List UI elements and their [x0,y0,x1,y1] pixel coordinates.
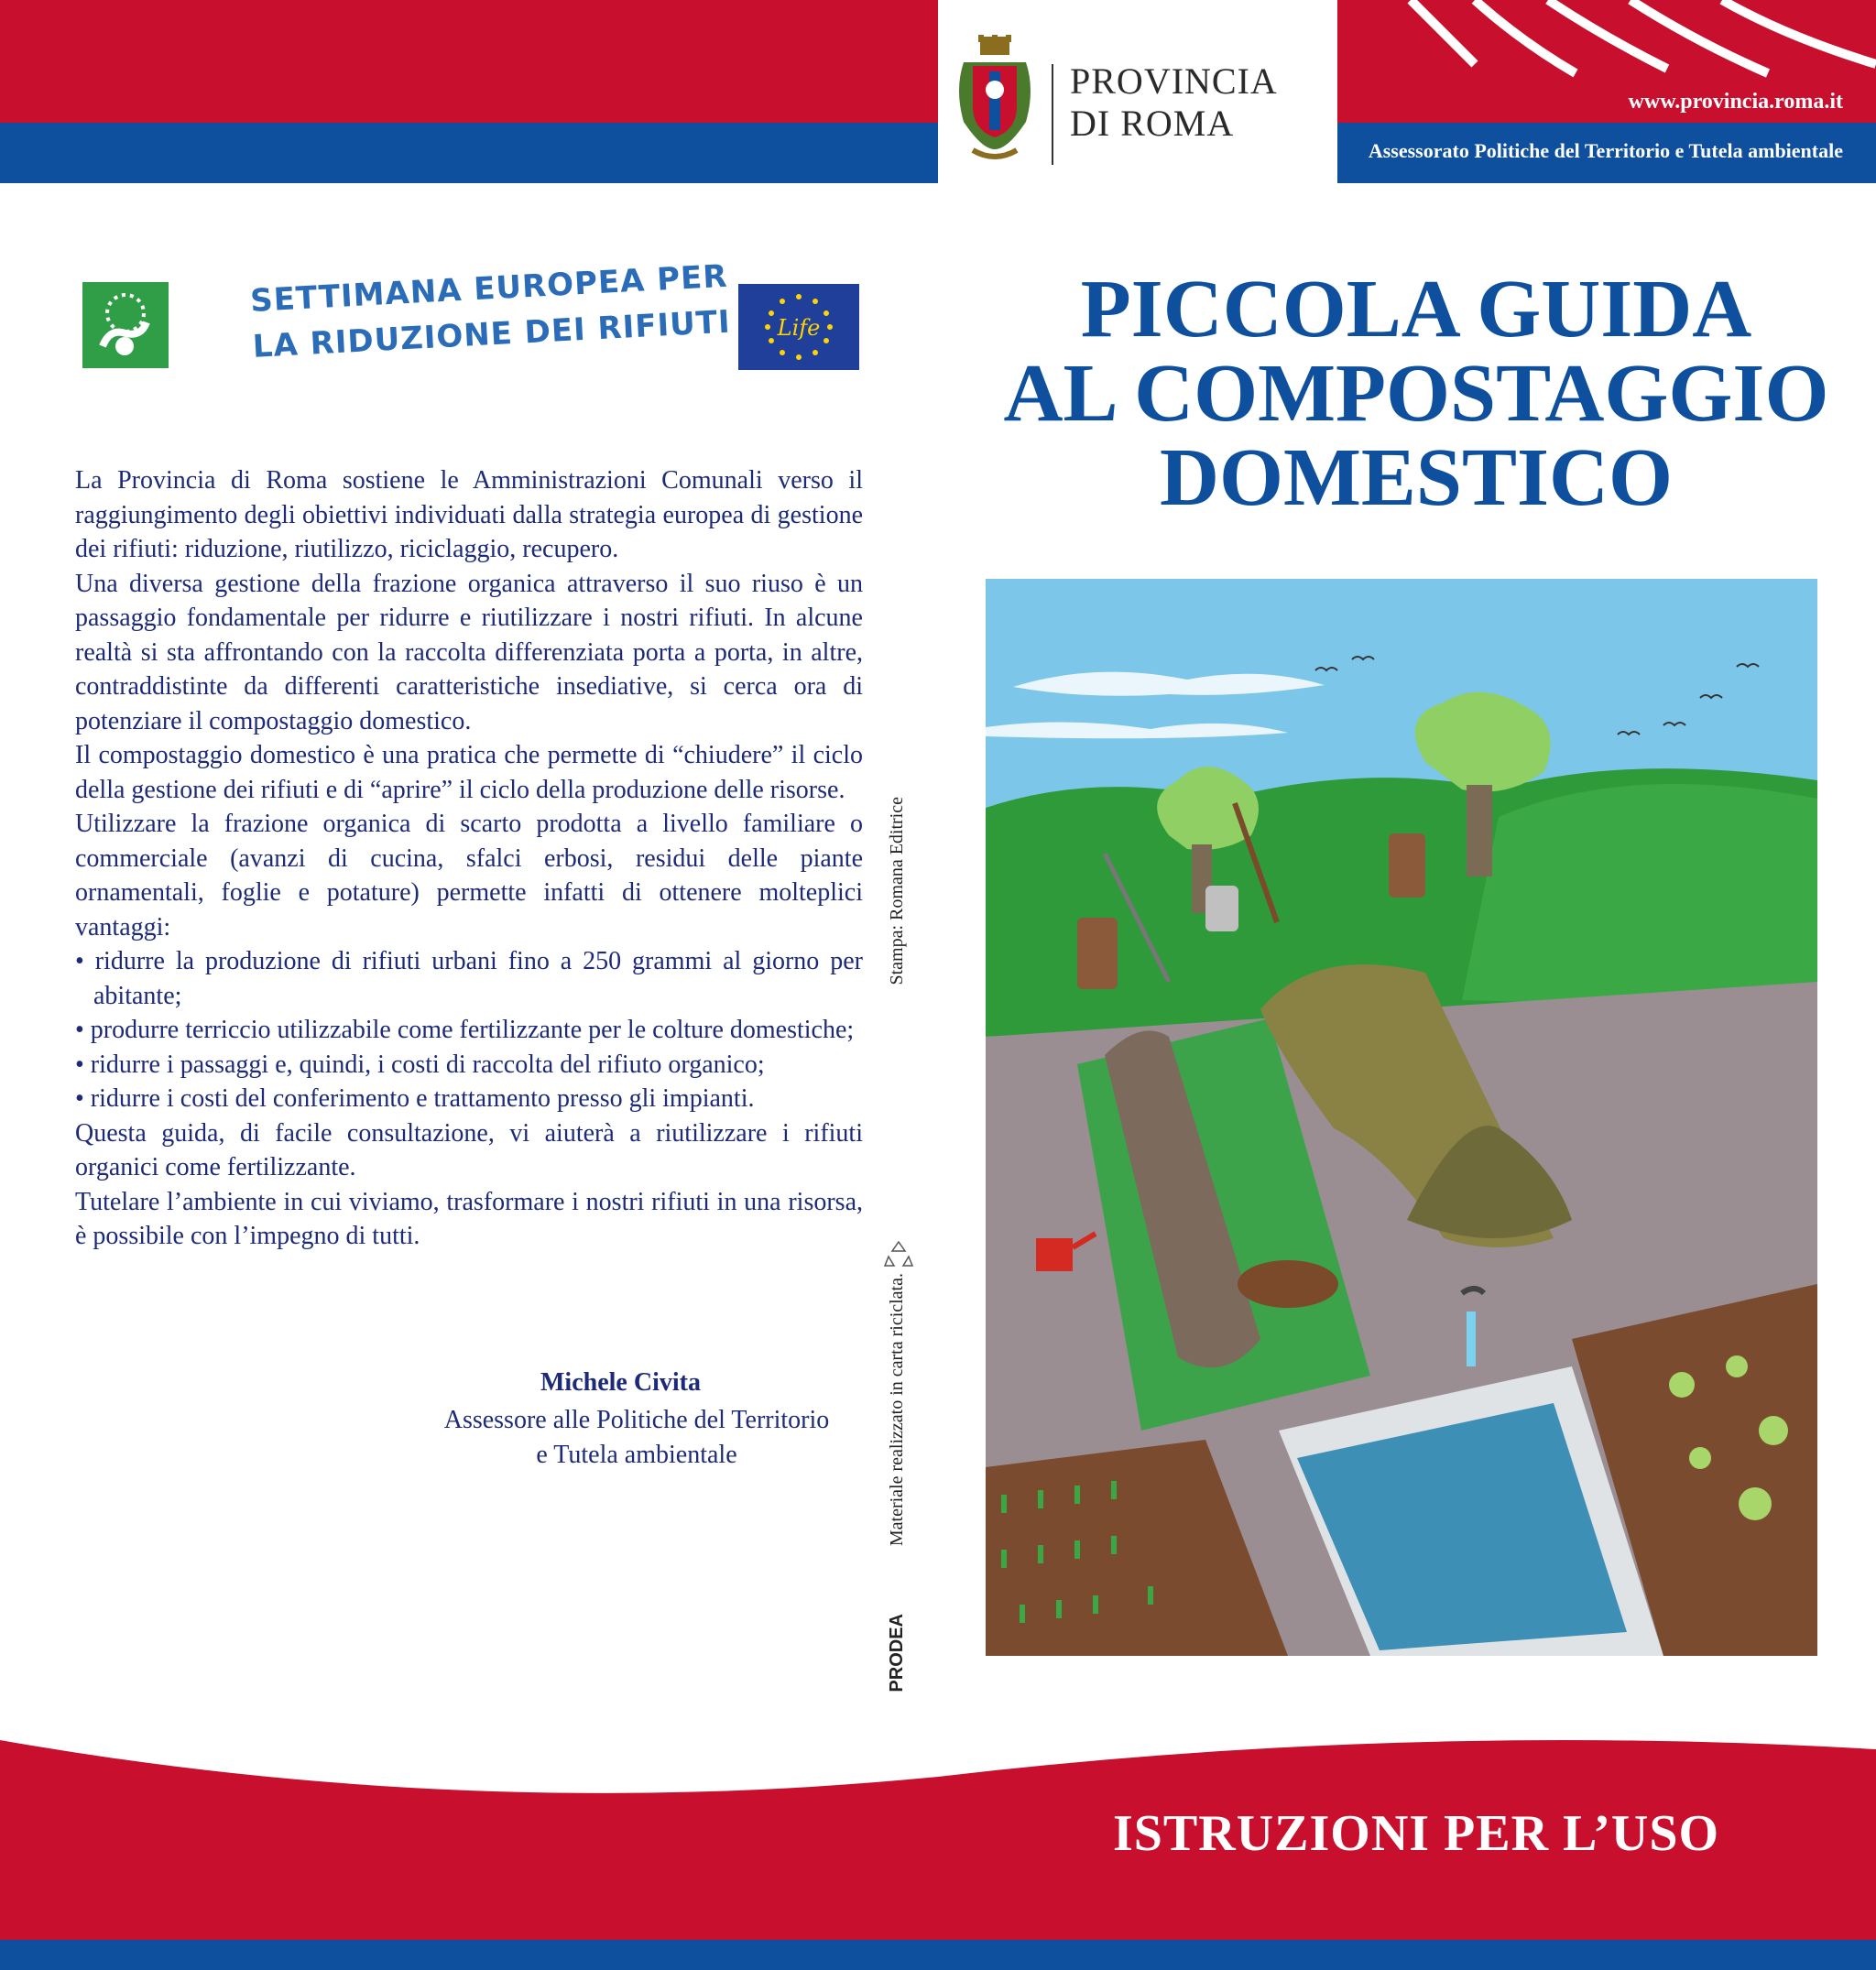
benefit-bullet: • ridurre i passaggi e, quindi, i costi di raccolta del rifiuto organico; [75,1050,765,1079]
benefit-bullet: • ridurre i costi del conferimento e trattamento presso gli impianti. [75,1084,755,1113]
province-divider [1052,64,1053,165]
benefit-bullet: • ridurre la produzione di rifiuti urbani fino a 250 grammi al giorno per abitante; [75,947,863,1010]
province-name-line1: PROVINCIA [1070,60,1278,102]
eu-life-logo-icon [738,284,859,370]
benefit-bullet: • produrre terriccio utilizzabile come fertilizzante per le colture domestiche; [75,1016,855,1044]
watering-can-icon [1036,1238,1073,1271]
closing-paragraph: Tutelare l’ambiente in cui viviamo, trasformare i nostri rifiuti in una risorsa, è possibile con l’impegno di tutti. [75,1187,863,1250]
bin-icon [1205,886,1238,931]
printer-credit: Stampa: Romana Editrice [887,797,907,985]
composting-garden-illustration [986,579,1817,1656]
department-label: Assessorato Politiche del Territorio e Tutela ambientale [1368,139,1843,162]
signature-role-line1: Assessore alle Politiche del Territorio [443,1406,830,1434]
intro-text [75,463,863,1254]
province-name-line2: DI ROMA [1070,103,1235,144]
province-url-link[interactable]: www.provincia.roma.it [1628,90,1843,114]
intro-paragraph: Utilizzare la frazione organica di scarto prodotta a livello familiare o commerciale (avanzi di cucina, sfalci erbosi, residui delle piante ornamentali, foglie e potature) permette infatti di ottenere molteplici vantaggi: [75,810,863,941]
sieve-icon [1238,1260,1338,1308]
ewwr-green-logo-icon [82,282,169,368]
recycle-icon [883,1238,914,1269]
campaign-title-line2: LA RIDUZIONE DEI RIFIUTI [251,303,732,365]
recycled-paper-note: Materiale realizzato in carta riciclata. [887,1273,907,1547]
intro-paragraph: La Provincia di Roma sostiene le Amministrazioni Comunali verso il raggiungimento degli obiettivi individuati dalla strategia europea di gestione dei rifiuti: riduzione, riutilizzo, riciclaggio, recupero. [75,466,863,563]
province-coat-of-arms-icon [954,35,1035,169]
signature-name: Michele Civita [540,1368,701,1397]
intro-paragraph: Una diversa gestione della frazione organica attraverso il suo riuso è un passaggio fondamentale per ridurre e riutilizzare i nostri rifiuti. In alcune realtà si sta affrontando con la raccolta differenziata porta a porta, in altre, contraddistinte da differenti caratteristiche insediative, si cerca ora di potenziare il compostaggio domestico. [75,569,863,735]
life-logo-text: Life [777,315,821,341]
province-name [1070,60,1278,145]
guide-title-line2: AL COMPOSTAGGIO [1003,348,1829,439]
guide-title [956,264,1876,523]
footer-instructions: ISTRUZIONI PER L’USO [1112,1805,1720,1862]
publisher-label: PRODEA [887,1614,907,1692]
guide-title-line3: DOMESTICO [1159,432,1674,523]
guide-title-line1: PICCOLA GUIDA [1080,264,1752,354]
intro-paragraph: Il compostaggio domestico è una pratica che permette di “chiudere” il ciclo della gestione dei rifiuti e di “aprire” il ciclo della produzione delle risorse. [75,741,863,804]
barrel-icon [1389,833,1425,898]
logo-box-curve [0,0,1876,238]
signature-role-line2: e Tutela ambientale [536,1441,737,1469]
signature-role [412,1403,861,1473]
closing-paragraph: Questa guida, di facile consultazione, vi aiuterà a riutilizzare i rifiuti organici come fertilizzante. [75,1118,863,1181]
campaign-title [249,254,732,370]
campaign-title-line1: SETTIMANA EUROPEA PER [249,257,729,320]
barrel-icon [1077,918,1118,989]
